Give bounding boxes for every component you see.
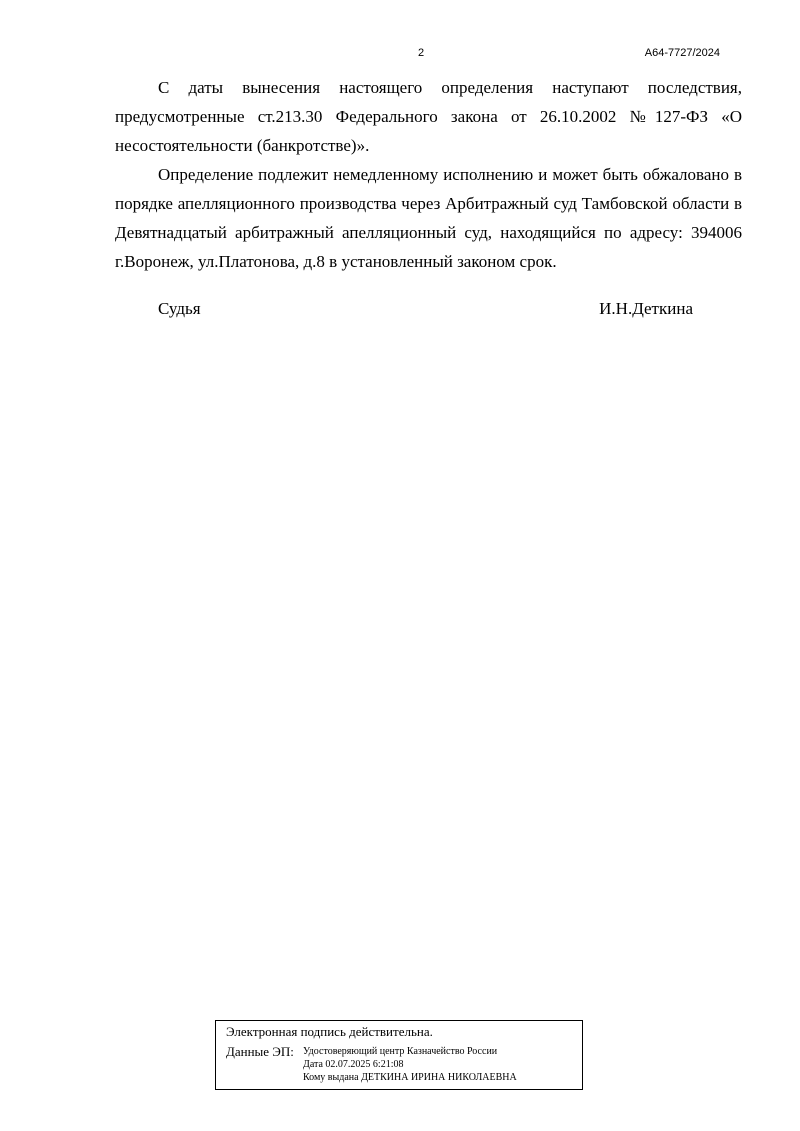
judge-label: Судья <box>158 299 201 318</box>
esig-data-label: Данные ЭП: <box>226 1044 294 1059</box>
esig-details <box>303 1045 517 1084</box>
esig-issuer: Удостоверяющий центр Казначейство России <box>303 1046 498 1057</box>
page-header-number: 2 <box>418 47 425 59</box>
esig-issued-to: Кому выдана ДЕТКИНА ИРИНА НИКОЛАЕВНА <box>303 1072 517 1083</box>
electronic-signature-box <box>215 1020 583 1090</box>
esig-title: Электронная подпись действительна. <box>226 1024 433 1039</box>
judge-name: И.Н.Деткина <box>599 299 693 318</box>
paragraph-appeal: Определение подлежит немедленному исполнению и может быть обжаловано в порядке апелляционного производства через Арбитражный суд Тамбовской области в Девятнадцатый арбитражный апелляционный суд, находящийся по адресу: 394006 г.Воронеж, ул.Платонова, д.8 в установленный законом срок. <box>115 165 742 271</box>
case-number: А64-7727/2024 <box>644 47 720 59</box>
document-body <box>115 73 742 276</box>
paragraph-consequences: С даты вынесения настоящего определения наступают последствия, предусмотренные ст.213.30 Федерального закона от 26.10.2002 №127-ФЗ «О несостоятельности (банкротстве)». <box>115 78 742 155</box>
esig-date: Дата 02.07.2025 6:21:08 <box>303 1059 404 1070</box>
